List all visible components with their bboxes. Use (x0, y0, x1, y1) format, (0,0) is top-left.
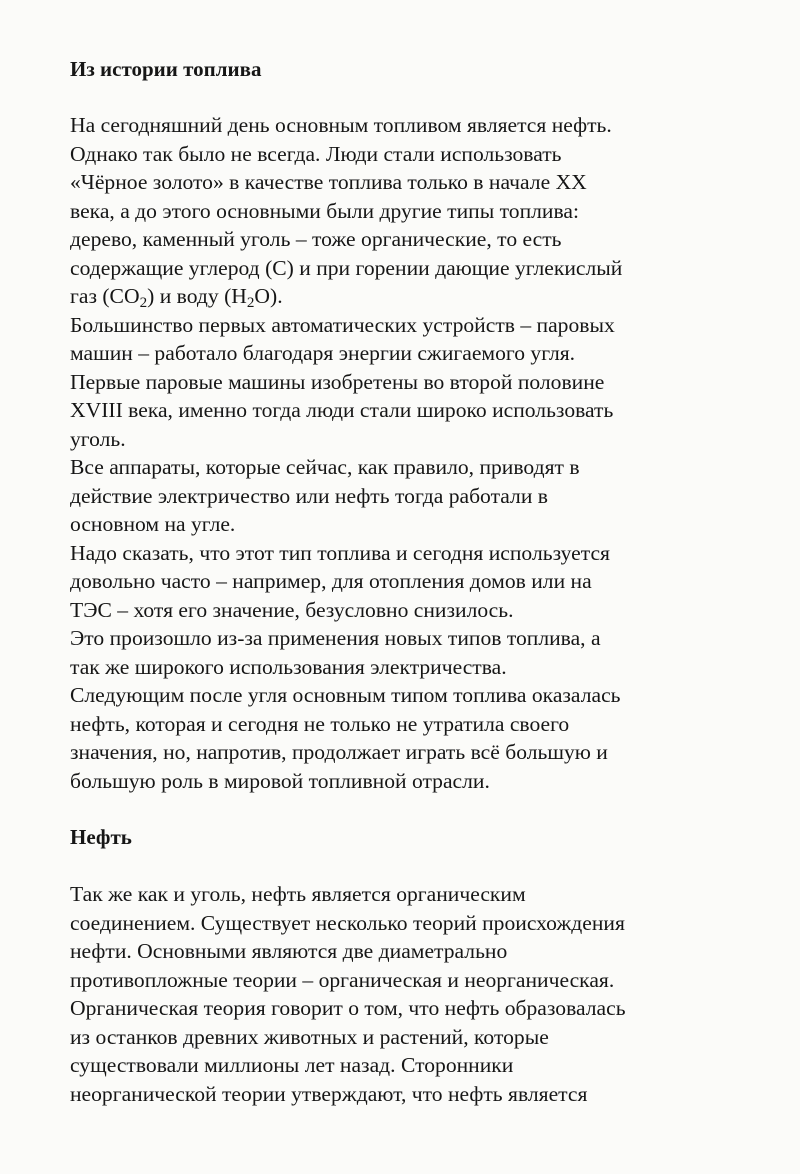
formula-text: ) и воду (H (147, 284, 247, 308)
text-line: XVIII века, именно тогда люди стали широко использовать (70, 398, 614, 422)
text-line: Однако так было не всегда. Люди стали использовать (70, 141, 562, 166)
formula-text: газ (CO (70, 284, 140, 308)
text-line: Это произошло из-за применения новых типов топлива, а (70, 626, 601, 650)
section-body-history (70, 111, 760, 795)
text-line: Все аппараты, которые сейчас, как правило, приводят в (70, 455, 580, 479)
text-line: действие электричество или нефть тогда работали в (70, 483, 548, 508)
section-heading-oil: Нефть (70, 825, 132, 849)
formula-line (70, 282, 760, 311)
text-line: основном на угле. (70, 512, 236, 536)
text-line: существовали миллионы лет назад. Сторонники (70, 1053, 514, 1077)
text-line: уголь. (70, 426, 126, 451)
text-line: Органическая теория говорит о том, что нефть образовалась (70, 996, 626, 1020)
text-line: ТЭС – хотя его значение, безусловно снизилось. (70, 597, 514, 622)
text-line: большую роль в мировой топливной отрасли. (70, 768, 490, 793)
text-line: Так же как и уголь, нефть является органическим (70, 882, 526, 906)
section-heading-history: Из истории топлива (70, 57, 262, 81)
text-line: века, а до этого основными были другие типы топлива: (70, 198, 579, 223)
text-line: довольно часто – например, для отопления домов или на (70, 569, 592, 593)
text-line: неорганической теории утверждают, что нефть является (70, 1081, 588, 1106)
section-body-oil (70, 880, 760, 1108)
text-line: из останков древних животных и растений, которые (70, 1024, 549, 1049)
text-line: Первые паровые машины изобретены во второй половине (70, 369, 605, 394)
text-line: соединением. Существует несколько теорий происхождения (70, 910, 625, 935)
text-line: значения, но, напротив, продолжает играть всё большую и (70, 740, 608, 764)
subscript: 2 (139, 294, 148, 311)
text-line: дерево, каменный уголь – тоже органические, то есть (70, 227, 562, 251)
subscript: 2 (246, 294, 255, 311)
text-line: Следующим после угля основным типом топлива оказалась (70, 683, 621, 707)
text-line: нефти. Основными являются две диаметрально (70, 939, 508, 963)
text-line: противопложные теории – органическая и неорганическая. (70, 967, 615, 992)
text-line: нефть, которая и сегодня не только не утратила своего (70, 711, 570, 736)
text-line: машин – работало благодаря энергии сжигаемого угля. (70, 341, 576, 365)
text-line: Большинство первых автоматических устройств – паровых (70, 312, 615, 337)
text-line: Надо сказать, что этот тип топлива и сегодня используется (70, 540, 610, 565)
text-line: На сегодняшний день основным топливом является нефть. (70, 113, 612, 137)
text-line: «Чёрное золото» в качестве топлива только в начале XX (70, 170, 587, 194)
text-line: так же широкого использования электричества. (70, 654, 507, 679)
formula-text: O). (254, 284, 283, 308)
text-line: содержащие углерод (С) и при горении дающие углекислый (70, 255, 623, 280)
